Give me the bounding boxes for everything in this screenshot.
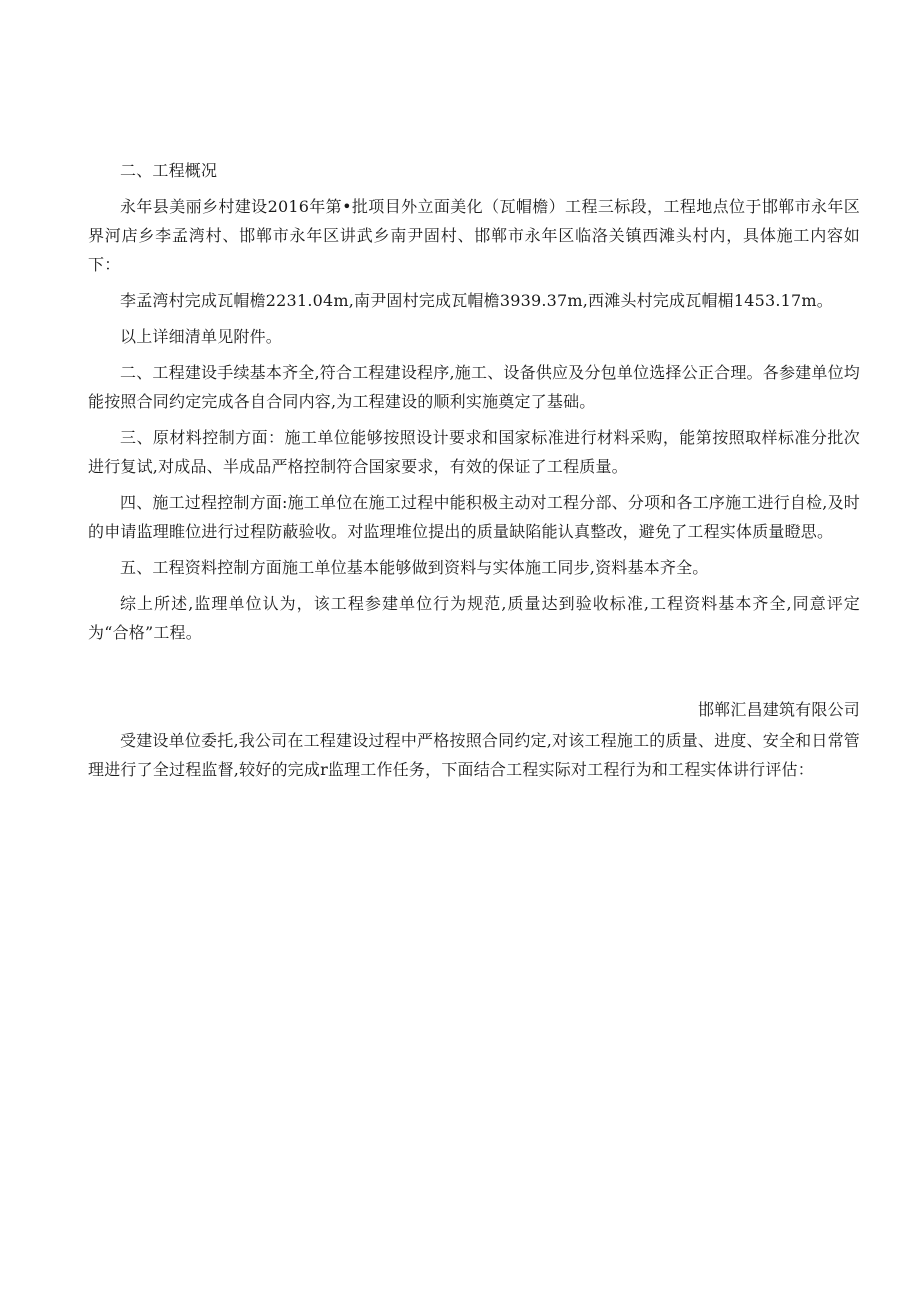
conclusion-paragraph: 综上所述,监理单位认为，该工程参建单位行为规范,质量达到验收标准,工程资料基本齐全,同意评定为“合格”工程。: [88, 594, 860, 642]
completed-quantities-paragraph: 李孟湾村完成瓦帽檐2231.04m,南尹固村完成瓦帽檐3939.37m,西滩头村完成瓦帽楣1453.17m。: [120, 291, 833, 310]
project-overview-paragraph: 永年县美丽乡村建设2016年第•批项目外立面美化（瓦帽檐）工程三标段，工程地点位于邯郸市永年区界河店乡李孟湾村、邯郸市永年区讲武乡南尹固村、邯郸市永年区临洛关镇西滩头村内，具体施工内容如下：: [88, 197, 860, 274]
section-heading: 二、工程概况: [120, 161, 218, 180]
entrustment-paragraph: 受建设单位委托,我公司在工程建设过程中严格按照合同约定,对该工程施工的质量、进度、安全和日常管理进行了全过程监督,较好的完成r监理工作任务，下面结合工程实际对工程行为和工程实体讲行评估：: [88, 731, 860, 779]
company-signature: 邯郸汇昌建筑有限公司: [697, 700, 860, 719]
materials-control-paragraph: 三、原材料控制方面：施工单位能够按照设计要求和国家标准进行材料采购，能第按照取样标准分批次进行复试,对成品、半成品严格控制符合国家要求，有效的保证了工程质量。: [88, 428, 860, 476]
attachment-note-paragraph: 以上详细清单见附件。: [120, 327, 283, 346]
process-control-paragraph: 四、施工过程控制方面:施工单位在施工过程中能积极主动对工程分部、分项和各工序施工进行自检,及时的申请监理睢位进行过程防蔽验收。对监理堆位提出的质量缺陷能认真整改，避免了工程实体质量瞪思。: [88, 493, 860, 541]
document-body: [88, 156, 860, 791]
procedures-paragraph: 二、工程建设手续基本齐全,符合工程建设程序,施工、设备供应及分包单位选择公正合理。各参建单位均能按照合同约定完成各自合同内容,为工程建设的顺利实施奠定了基础。: [88, 363, 860, 411]
documentation-control-paragraph: 五、工程资料控制方面施工单位基本能够做到资料与实体施工同步,资料基本齐全。: [120, 558, 709, 577]
